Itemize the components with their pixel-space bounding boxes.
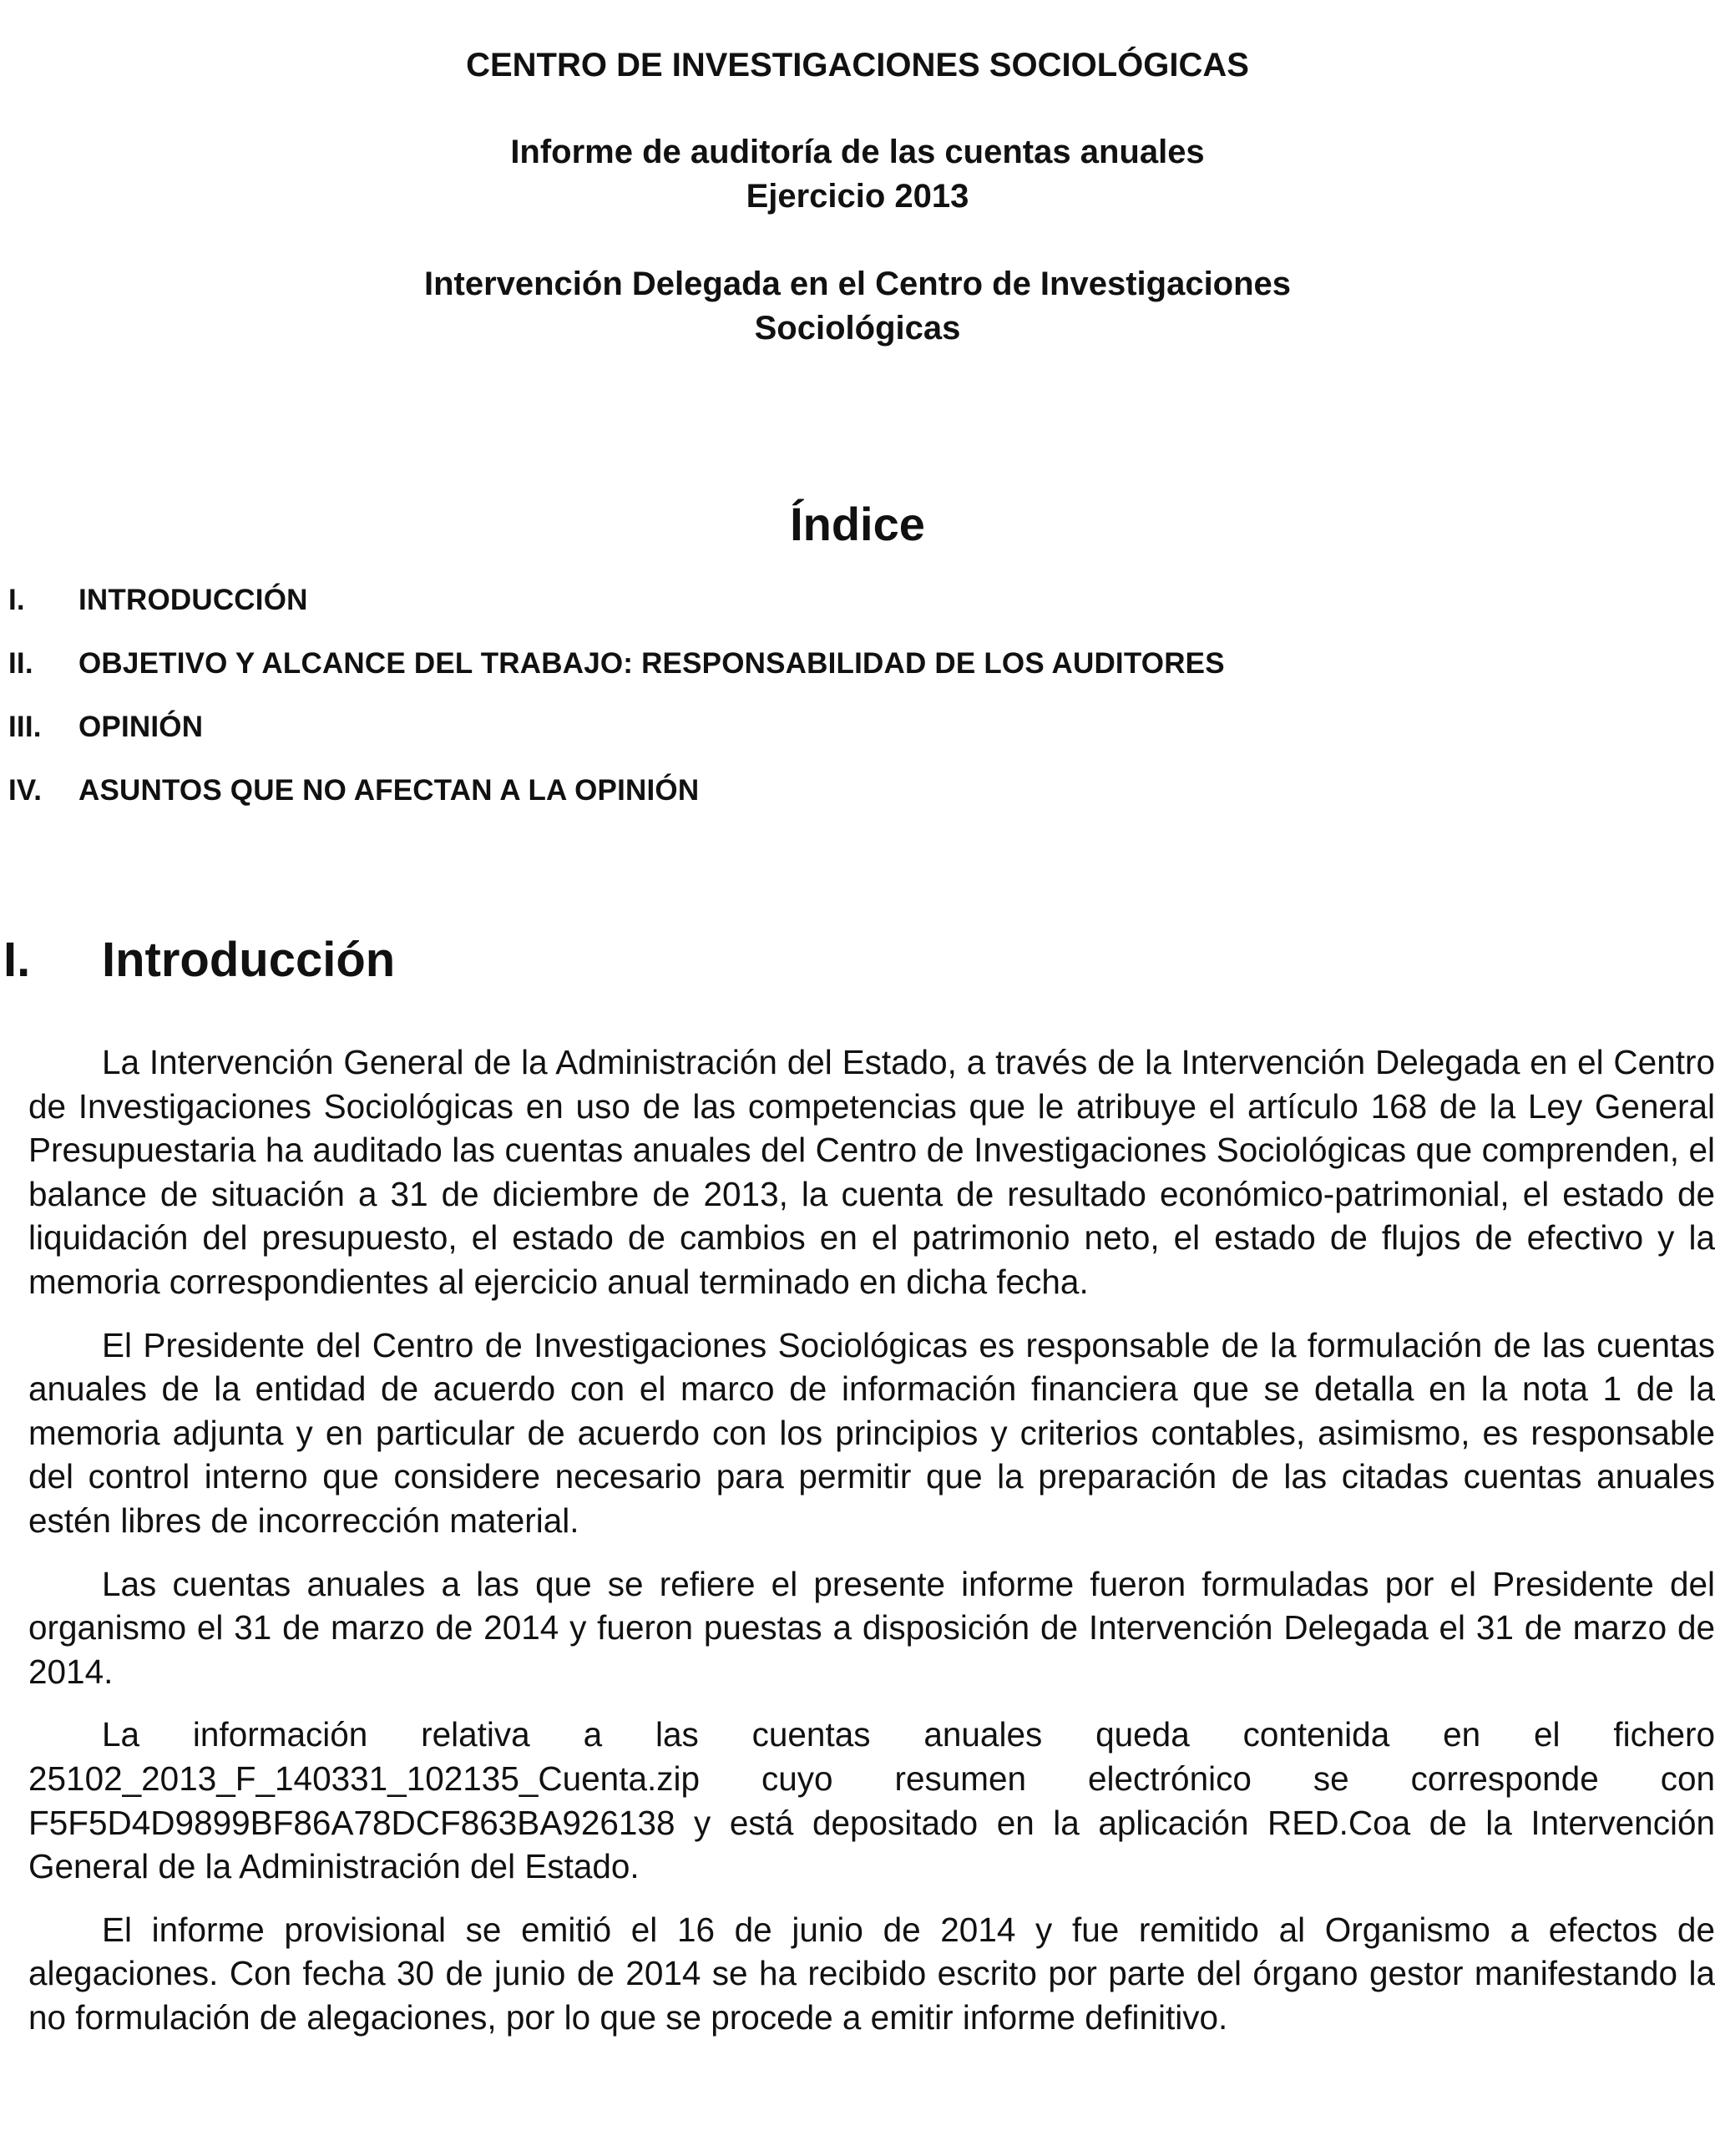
index-item-introduccion bbox=[8, 579, 1595, 643]
section-number: I. bbox=[3, 933, 31, 987]
index-item-number: II. bbox=[8, 647, 33, 680]
delegation-title bbox=[0, 262, 1715, 351]
report-title-line-1: Informe de auditoría de las cuentas anuales bbox=[510, 134, 1205, 170]
index-item-label: INTRODUCCIÓN bbox=[78, 584, 308, 616]
section-title: Introducción bbox=[102, 933, 396, 987]
index-item-number: IV. bbox=[8, 774, 43, 807]
index-item-number: III. bbox=[8, 711, 42, 743]
report-title-line-2: Ejercicio 2013 bbox=[746, 178, 969, 215]
body-paragraph: Las cuentas anuales a las que se refiere el presente informe fueron formuladas por el Presidente del organismo el 31 de marzo de 2014 y fueron puestas a disposición de Intervención Delegada el 31 de marzo de 2014. bbox=[28, 1564, 1715, 1691]
body-paragraph: La información relativa a las cuentas anuales queda contenida en el fichero 25102_2013_F_140331_102135_Cuenta.zip cuyo resumen electrónico se corresponde con F5F5D4D9899BF86A78DCF863BA926138 y está depositado en la aplicación RED.Coa de la Intervención General de la Administración del Estado. bbox=[28, 1715, 1715, 1886]
index-list bbox=[8, 579, 1595, 833]
section-heading-introduccion bbox=[3, 927, 1005, 994]
organization-title-text: CENTRO DE INVESTIGACIONES SOCIOLÓGICAS bbox=[466, 47, 1249, 84]
body-paragraph: La Intervención General de la Administración del Estado, a través de la Intervención Delegada en el Centro de Investigaciones Sociológicas en uso de las competencias que le atribuye el artículo 168 de la Ley General Presupuestaria ha auditado las cuentas anuales del Centro de Investigaciones Sociológicas que comprenden, el balance de situación a 31 de diciembre de 2013, la cuenta de resultado económico-patrimonial, el estado de liquidación del presupuesto, el estado de cambios en el patrimonio neto, el estado de flujos de efectivo y la memoria correspondientes al ejercicio anual terminado en dicha fecha. bbox=[28, 1043, 1715, 1301]
body-paragraph: El informe provisional se emitió el 16 de junio de 2014 y fue remitido al Organismo a efectos de alegaciones. Con fecha 30 de junio de 2014 se ha recibido escrito por parte del órgano gestor manifestando la no formulación de alegaciones, por lo que se procede a emitir informe definitivo. bbox=[28, 1910, 1715, 2037]
organization-title bbox=[0, 43, 1715, 87]
index-item-label: OBJETIVO Y ALCANCE DEL TRABAJO: RESPONSABILIDAD DE LOS AUDITORES bbox=[78, 647, 1225, 680]
report-title bbox=[0, 130, 1715, 219]
index-item-label: ASUNTOS QUE NO AFECTAN A LA OPINIÓN bbox=[78, 774, 700, 807]
section-body bbox=[28, 1040, 1715, 2058]
index-item-number: I. bbox=[8, 584, 25, 616]
index-heading: Índice bbox=[790, 498, 925, 550]
delegation-title-line-2: Sociológicas bbox=[754, 310, 961, 347]
index-item-opinion bbox=[8, 706, 1595, 770]
index-item-objetivo-alcance bbox=[8, 643, 1595, 706]
delegation-title-line-1: Intervención Delegada en el Centro de Investigaciones bbox=[423, 266, 1292, 302]
body-paragraph: El Presidente del Centro de Investigaciones Sociológicas es responsable de la formulación de las cuentas anuales de la entidad de acuerdo con el marco de información financiera que se detalla en la nota 1 de la memoria adjunta y en particular de acuerdo con los principios y criterios contables, asimismo, es responsable del control interno que considere necesario para permitir que la preparación de las citadas cuentas anuales estén libres de incorrección material. bbox=[28, 1325, 1715, 1540]
index-item-asuntos bbox=[8, 770, 1595, 833]
index-item-label: OPINIÓN bbox=[78, 711, 204, 743]
